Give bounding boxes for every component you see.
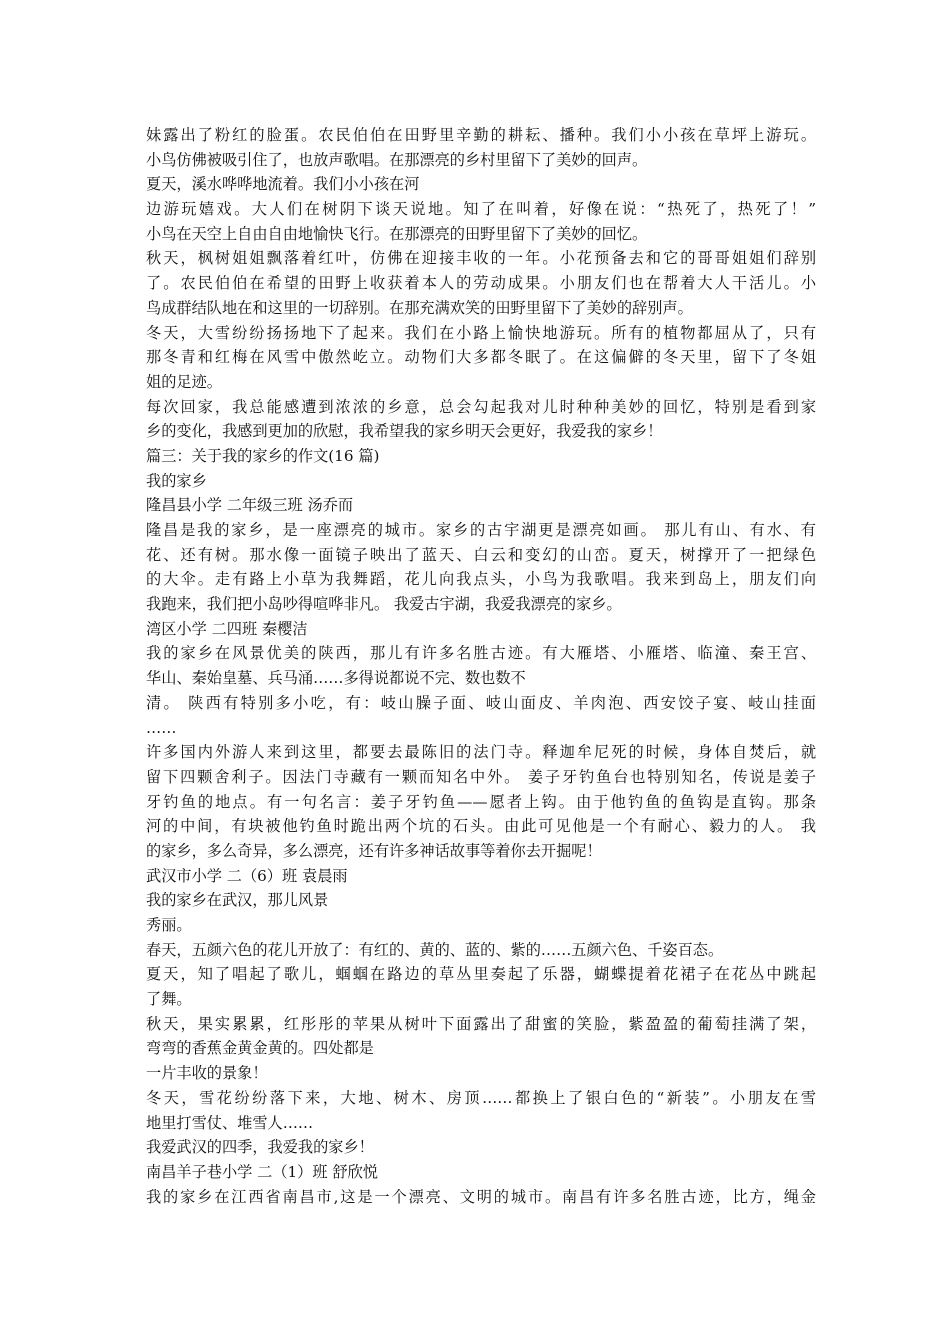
- text-line: 牙钓鱼的地点。有一句名言：姜子牙钓鱼——愿者上钩。由于他钓鱼的鱼钩是直钩。那条: [146, 792, 816, 811]
- text-line: 我的家乡在风景优美的陕西，那儿有许多名胜古迹。有大雁塔、小雁塔、临潼、秦王宫、: [146, 644, 816, 663]
- text-line: 我跑来，我们把小岛吵得喧哗非凡。 我爱古宇湖，我爱我漂亮的家乡。: [146, 595, 622, 614]
- text-line: 留下四颗舍利子。因法门寺藏有一颗而知名中外。 姜子牙钓鱼台也特别知名，传说是姜子: [146, 767, 816, 786]
- text-line: ……: [146, 718, 177, 737]
- text-line: 妹露出了粉红的脸蛋。农民伯伯在田野里辛勤的耕耘、播种。我们小小孩在草坪上游玩。: [146, 126, 816, 144]
- text-line: 篇三：关于我的家乡的作文(16 篇): [146, 446, 380, 465]
- text-line: 那冬青和红梅在风雪中傲然屹立。动物们大多都冬眠了。在这偏僻的冬天里，留下了冬姐: [146, 348, 816, 367]
- text-line: 许多国内外游人来到这里，都要去最陈旧的法门寺。释迦牟尼死的时候，身体自焚后，就: [146, 743, 816, 762]
- text-line: 边游玩嬉戏。大人们在树阴下谈天说地。知了在叫着，好像在说：“热死了，热死了！”: [146, 200, 816, 219]
- text-line: 弯弯的香蕉金黄金黄的。四处都是: [146, 1039, 374, 1058]
- text-line: 一片丰收的景象！: [146, 1064, 268, 1083]
- text-line: 的大伞。走有路上小草为我舞蹈，花儿向我点头，小鸟为我歌唱。我来到岛上，朋友们向: [146, 570, 816, 589]
- text-line: 的家乡，多么奇异，多么漂亮，还有许多神话故事等着你去开掘呢！: [146, 841, 602, 860]
- text-line: 隆昌是我的家乡，是一座漂亮的城市。家乡的古宇湖更是漂亮如画。 那儿有山、有水、有: [146, 521, 816, 539]
- text-line: 武汉市小学 二（6）班 袁晨雨: [146, 866, 348, 885]
- text-line: 夏天，溪水哗哗地流着。我们小小孩在河: [146, 175, 420, 194]
- text-line: 河的中间，有块被他钓鱼时跪出两个坑的石头。由此可见他是一个有耐心、毅力的人。 我: [146, 817, 816, 836]
- text-line: 乡的变化，我感到更加的欣慰，我希望我的家乡明天会更好，我爱我的家乡！: [146, 422, 663, 441]
- document-body: [146, 123, 816, 1209]
- text-line: 我的家乡在江西省南昌市,这是一个漂亮、文明的城市。南昌有许多名胜古迹，比方，绳金: [146, 1187, 816, 1206]
- text-line: 秋天，枫树姐姐飘落着红叶，仿佛在迎接丰收的一年。小花预备去和它的哥哥姐姐们辞别: [146, 249, 816, 268]
- text-line: 小鸟在天空上自由自由地愉快飞行。在那漂亮的田野里留下了美妙的回忆。: [146, 224, 648, 243]
- text-line: 我的家乡: [146, 471, 207, 490]
- text-line: 小鸟仿佛被吸引住了，也放声歌唱。在那漂亮的乡村里留下了美妙的回声。: [146, 150, 648, 169]
- text-line: 南昌羊子巷小学 二（1）班 舒欣悦: [146, 1162, 378, 1181]
- text-line: 夏天，知了唱起了歌儿，蝈蝈在路边的草丛里奏起了乐器，蝴蝶提着花裙子在花丛中跳起: [146, 965, 816, 984]
- text-line: 冬天，雪花纷纷落下来，大地、树木、房顶……都换上了银白色的“新装”。小朋友在雪: [146, 1088, 816, 1107]
- text-line: 我的家乡在武汉，那儿风景: [146, 891, 329, 910]
- text-line: 我爱武汉的四季，我爱我的家乡！: [146, 1138, 374, 1157]
- text-line: 隆昌县小学 二年级三班 汤乔而: [146, 496, 354, 515]
- text-line: 秋天，果实累累，红彤彤的苹果从树叶下面露出了甜蜜的笑脸，紫盈盈的葡萄挂满了架，: [146, 1014, 816, 1033]
- text-line: 湾区小学 二四班 秦樱洁: [146, 619, 308, 638]
- text-line: 鸟成群结队地在和这里的一切辞别。在那充满欢笑的田野里留下了美妙的辞别声。: [146, 298, 693, 317]
- text-line: 冬天，大雪纷纷扬扬地下了起来。我们在小路上愉快地游玩。所有的植物都屈从了，只有: [146, 323, 816, 342]
- text-line: 秀丽。: [146, 916, 192, 934]
- text-line: 了。农民伯伯在希望的田野上收获着本人的劳动成果。小朋友们也在帮着大人干活儿。小: [146, 274, 816, 293]
- text-line: 姐的足迹。: [146, 372, 222, 391]
- text-line: 春天，五颜六色的花儿开放了：有红的、黄的、蓝的、紫的……五颜六色、千姿百态。: [146, 940, 724, 959]
- text-line: 了舞。: [146, 990, 192, 1009]
- text-line: 花、还有树。那水像一面镜子映出了蓝天、白云和变幻的山峦。夏天，树撑开了一把绿色: [146, 545, 816, 564]
- text-line: 清。 陕西有特别多小吃，有：岐山臊子面、岐山面皮、羊肉泡、西安饺子宴、岐山挂面: [146, 693, 816, 712]
- text-line: 每次回家，我总能感遭到浓浓的乡意，总会勾起我对儿时种种美妙的回忆，特别是看到家: [146, 397, 816, 416]
- text-line: 华山、秦始皇墓、兵马涌……多得说都说不完、数也数不: [146, 669, 526, 688]
- text-line: 地里打雪仗、堆雪人……: [146, 1113, 314, 1132]
